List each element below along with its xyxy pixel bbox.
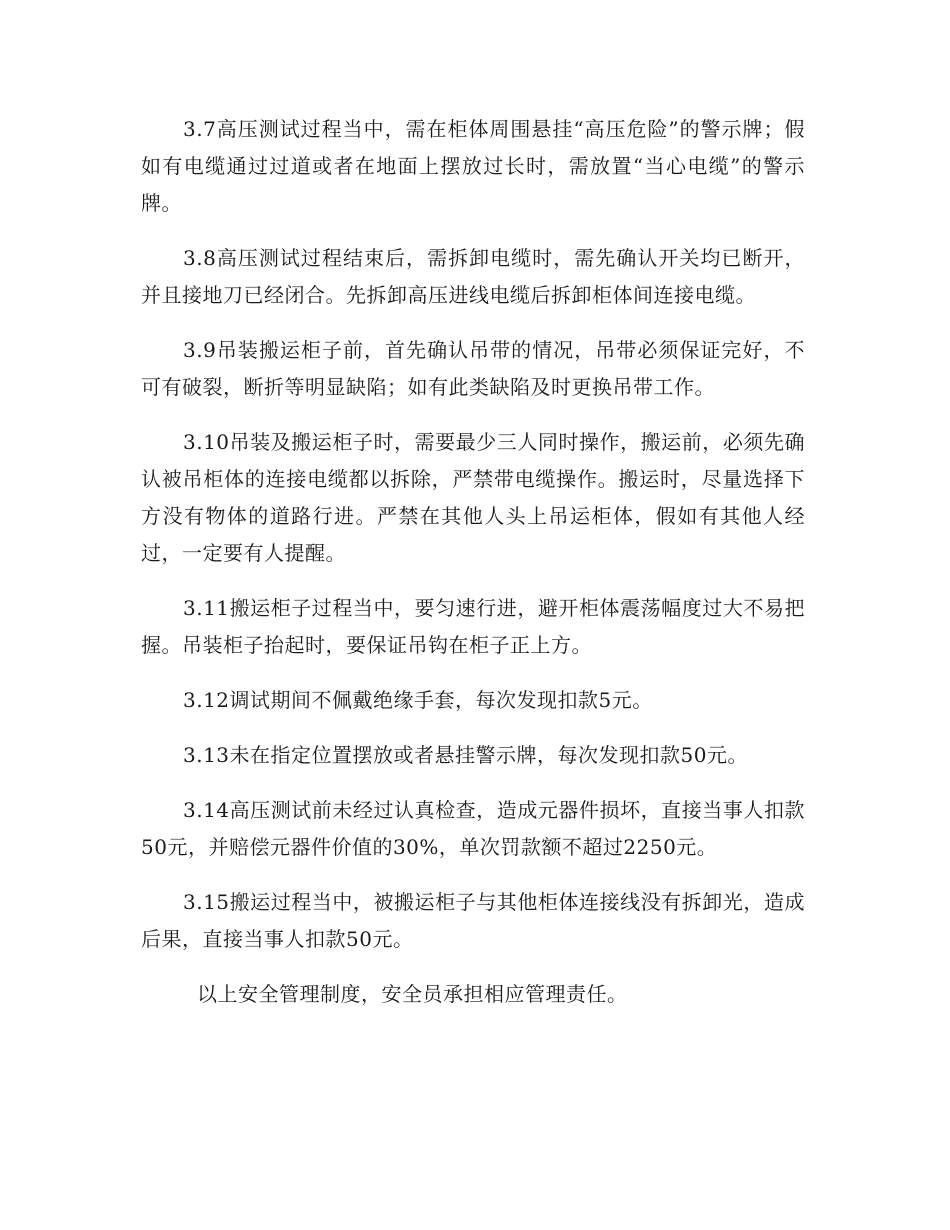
paragraph-3-11: 3.11搬运柜子过程当中，要匀速行进，避开柜体震荡幅度过大不易把握。吊装柜子抬起时，要保证吊钩在柜子正上方。 (141, 596, 805, 657)
document-body (141, 111, 805, 1031)
closing-statement: 以上安全管理制度，安全员承担相应管理责任。 (197, 982, 628, 1006)
paragraph-3-8: 3.8高压测试过程结束后，需拆卸电缆时，需先确认开关均已断开，并且接地刀已经闭合。先拆卸高压进线电缆后拆卸柜体间连接电缆。 (141, 246, 805, 307)
paragraph-3-9: 3.9吊装搬运柜子前，首先确认吊带的情况，吊带必须保证完好，不可有破裂，断折等明显缺陷；如有此类缺陷及时更换吊带工作。 (141, 338, 805, 399)
paragraph-3-14: 3.14高压测试前未经过认真检查，造成元器件损坏，直接当事人扣款50元，并赔偿元器件价值的30%，单次罚款额不超过2250元。 (141, 798, 805, 859)
paragraph-3-7: 3.7高压测试过程当中，需在柜体周围悬挂“高压危险”的警示牌；假如有电缆通过过道或者在地面上摆放过长时，需放置“当心电缆”的警示牌。 (141, 117, 805, 215)
paragraph-3-10: 3.10吊装及搬运柜子时，需要最少三人同时操作，搬运前，必须先确认被吊柜体的连接电缆都以拆除，严禁带电缆操作。搬运时，尽量选择下方没有物体的道路行进。严禁在其他人头上吊运柜体，假如有其他人经过，一定要有人提醒。 (141, 430, 805, 565)
paragraph-3-15: 3.15搬运过程当中，被搬运柜子与其他柜体连接线没有拆卸光，造成后果，直接当事人扣款50元。 (141, 890, 805, 951)
paragraph-3-12: 3.12调试期间不佩戴绝缘手套，每次发现扣款5元。 (183, 688, 653, 712)
paragraph-3-13: 3.13未在指定位置摆放或者悬挂警示牌，每次发现扣款50元。 (183, 743, 748, 767)
